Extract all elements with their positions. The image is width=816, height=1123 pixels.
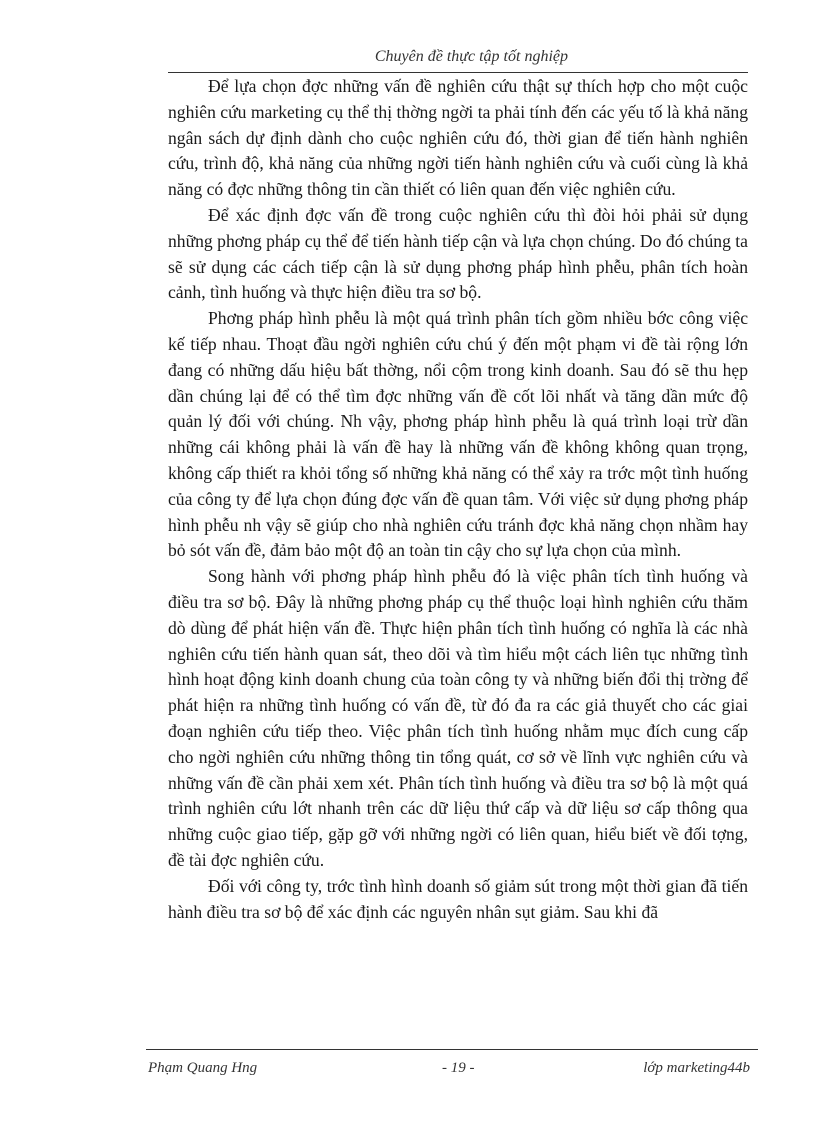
paragraph-1: Để lựa chọn đợc những vấn đề nghiên cứu thật sự thích hợp cho một cuộc nghiên cứu marketing cụ thể thị thờng ngời ta phải tính đến các yếu tố là khả năng ngân sách dự định dành cho cuộc nghiên cứu đó, thời gian để tiến hành nghiên cứu, trình độ, khả năng của những ngời tiến hành nghiên cứu và cuối cùng là khả năng có đợc những thông tin cần thiết có liên quan đến việc nghiên cứu. (168, 76, 748, 200)
header-title: Chuyên đề thực tập tốt nghiệp (374, 48, 568, 65)
page-header (168, 44, 748, 73)
page-number: - 19 - (442, 1060, 475, 1076)
paragraph-4: Song hành với phơng pháp hình phễu đó là việc phân tích tình huống và điều tra sơ bộ. Đây là những phơng pháp cụ thể thuộc loại hình nghiên cứu thăm dò dùng để phát hiện vấn đề. Thực hiện phân tích tình huống có nghĩa là các nhà nghiên cứu tiến hành quan sát, theo dõi và tìm hiểu một cách liên tục những tình hình hoạt động kinh doanh chung của toàn công ty và những biến đổi thị trờng để phát hiện ra những tình huống có vấn đề, từ đó đa ra các giả thuyết cho các giai đoạn nghiên cứu tiếp theo. Việc phân tích tình huống nhằm mục đích cung cấp cho ngời nghiên cứu những thông tin tổng quát, cơ sở về lĩnh vực nghiên cứu và những vấn đề cần phải xem xét. Phân tích tình huống và điều tra sơ bộ là một quá trình nghiên cứu lớt nhanh trên các dữ liệu thứ cấp và dữ liệu sơ cấp thông qua những cuộc giao tiếp, gặp gỡ với những ngời có liên quan, hiểu biết về đối tợng, đề tài đợc nghiên cứu. (168, 566, 748, 870)
footer-author: Phạm Quang Hng (148, 1060, 258, 1076)
paragraph-3: Phơng pháp hình phễu là một quá trình phân tích gồm nhiều bớc công việc kế tiếp nhau. Thoạt đầu ngời nghiên cứu chú ý đến một phạm vi đề tài rộng lớn đang có những dấu hiệu bất thờng, nổi cộm trong kinh doanh. Sau đó sẽ thu hẹp dần chúng lại để có thể tìm đợc những vấn đề cốt lõi nhất và tăng dần mức độ quản lý đối với chúng. Nh vậy, phơng pháp hình phễu là quá trình loại trừ dần những cái không phải là vấn đề hay là những vấn đề không không quan trọng, không cấp thiết ra khỏi tổng số những khả năng có thể xảy ra trớc một tình huống của công ty để lựa chọn đúng đợc vấn đề quan tâm. Với việc sử dụng phơng pháp hình phễu nh vậy sẽ giúp cho nhà nghiên cứu tránh đợc khả năng chọn nhầm hay bỏ sót vấn đề, đảm bảo một độ an toàn tin cậy cho sự lựa chọn của mình. (168, 308, 748, 561)
page-footer (146, 1049, 758, 1080)
paragraph-2: Để xác định đợc vấn đề trong cuộc nghiên cứu thì đòi hỏi phải sử dụng những phơng pháp cụ thể để tiến hành tiếp cận và lựa chọn chúng. Do đó chúng ta sẽ sử dụng các cách tiếp cận là sử dụng phơng pháp hình phễu, phân tích hoàn cảnh, tình huống và thực hiện điều tra sơ bộ. (168, 204, 748, 303)
document-body (168, 74, 748, 925)
footer-class: lớp marketing44b (643, 1060, 750, 1076)
paragraph-5: Đối với công ty, trớc tình hình doanh số giảm sút trong một thời gian đã tiến hành điều tra sơ bộ để xác định các nguyên nhân sụt giảm. Sau khi đã (168, 875, 748, 922)
